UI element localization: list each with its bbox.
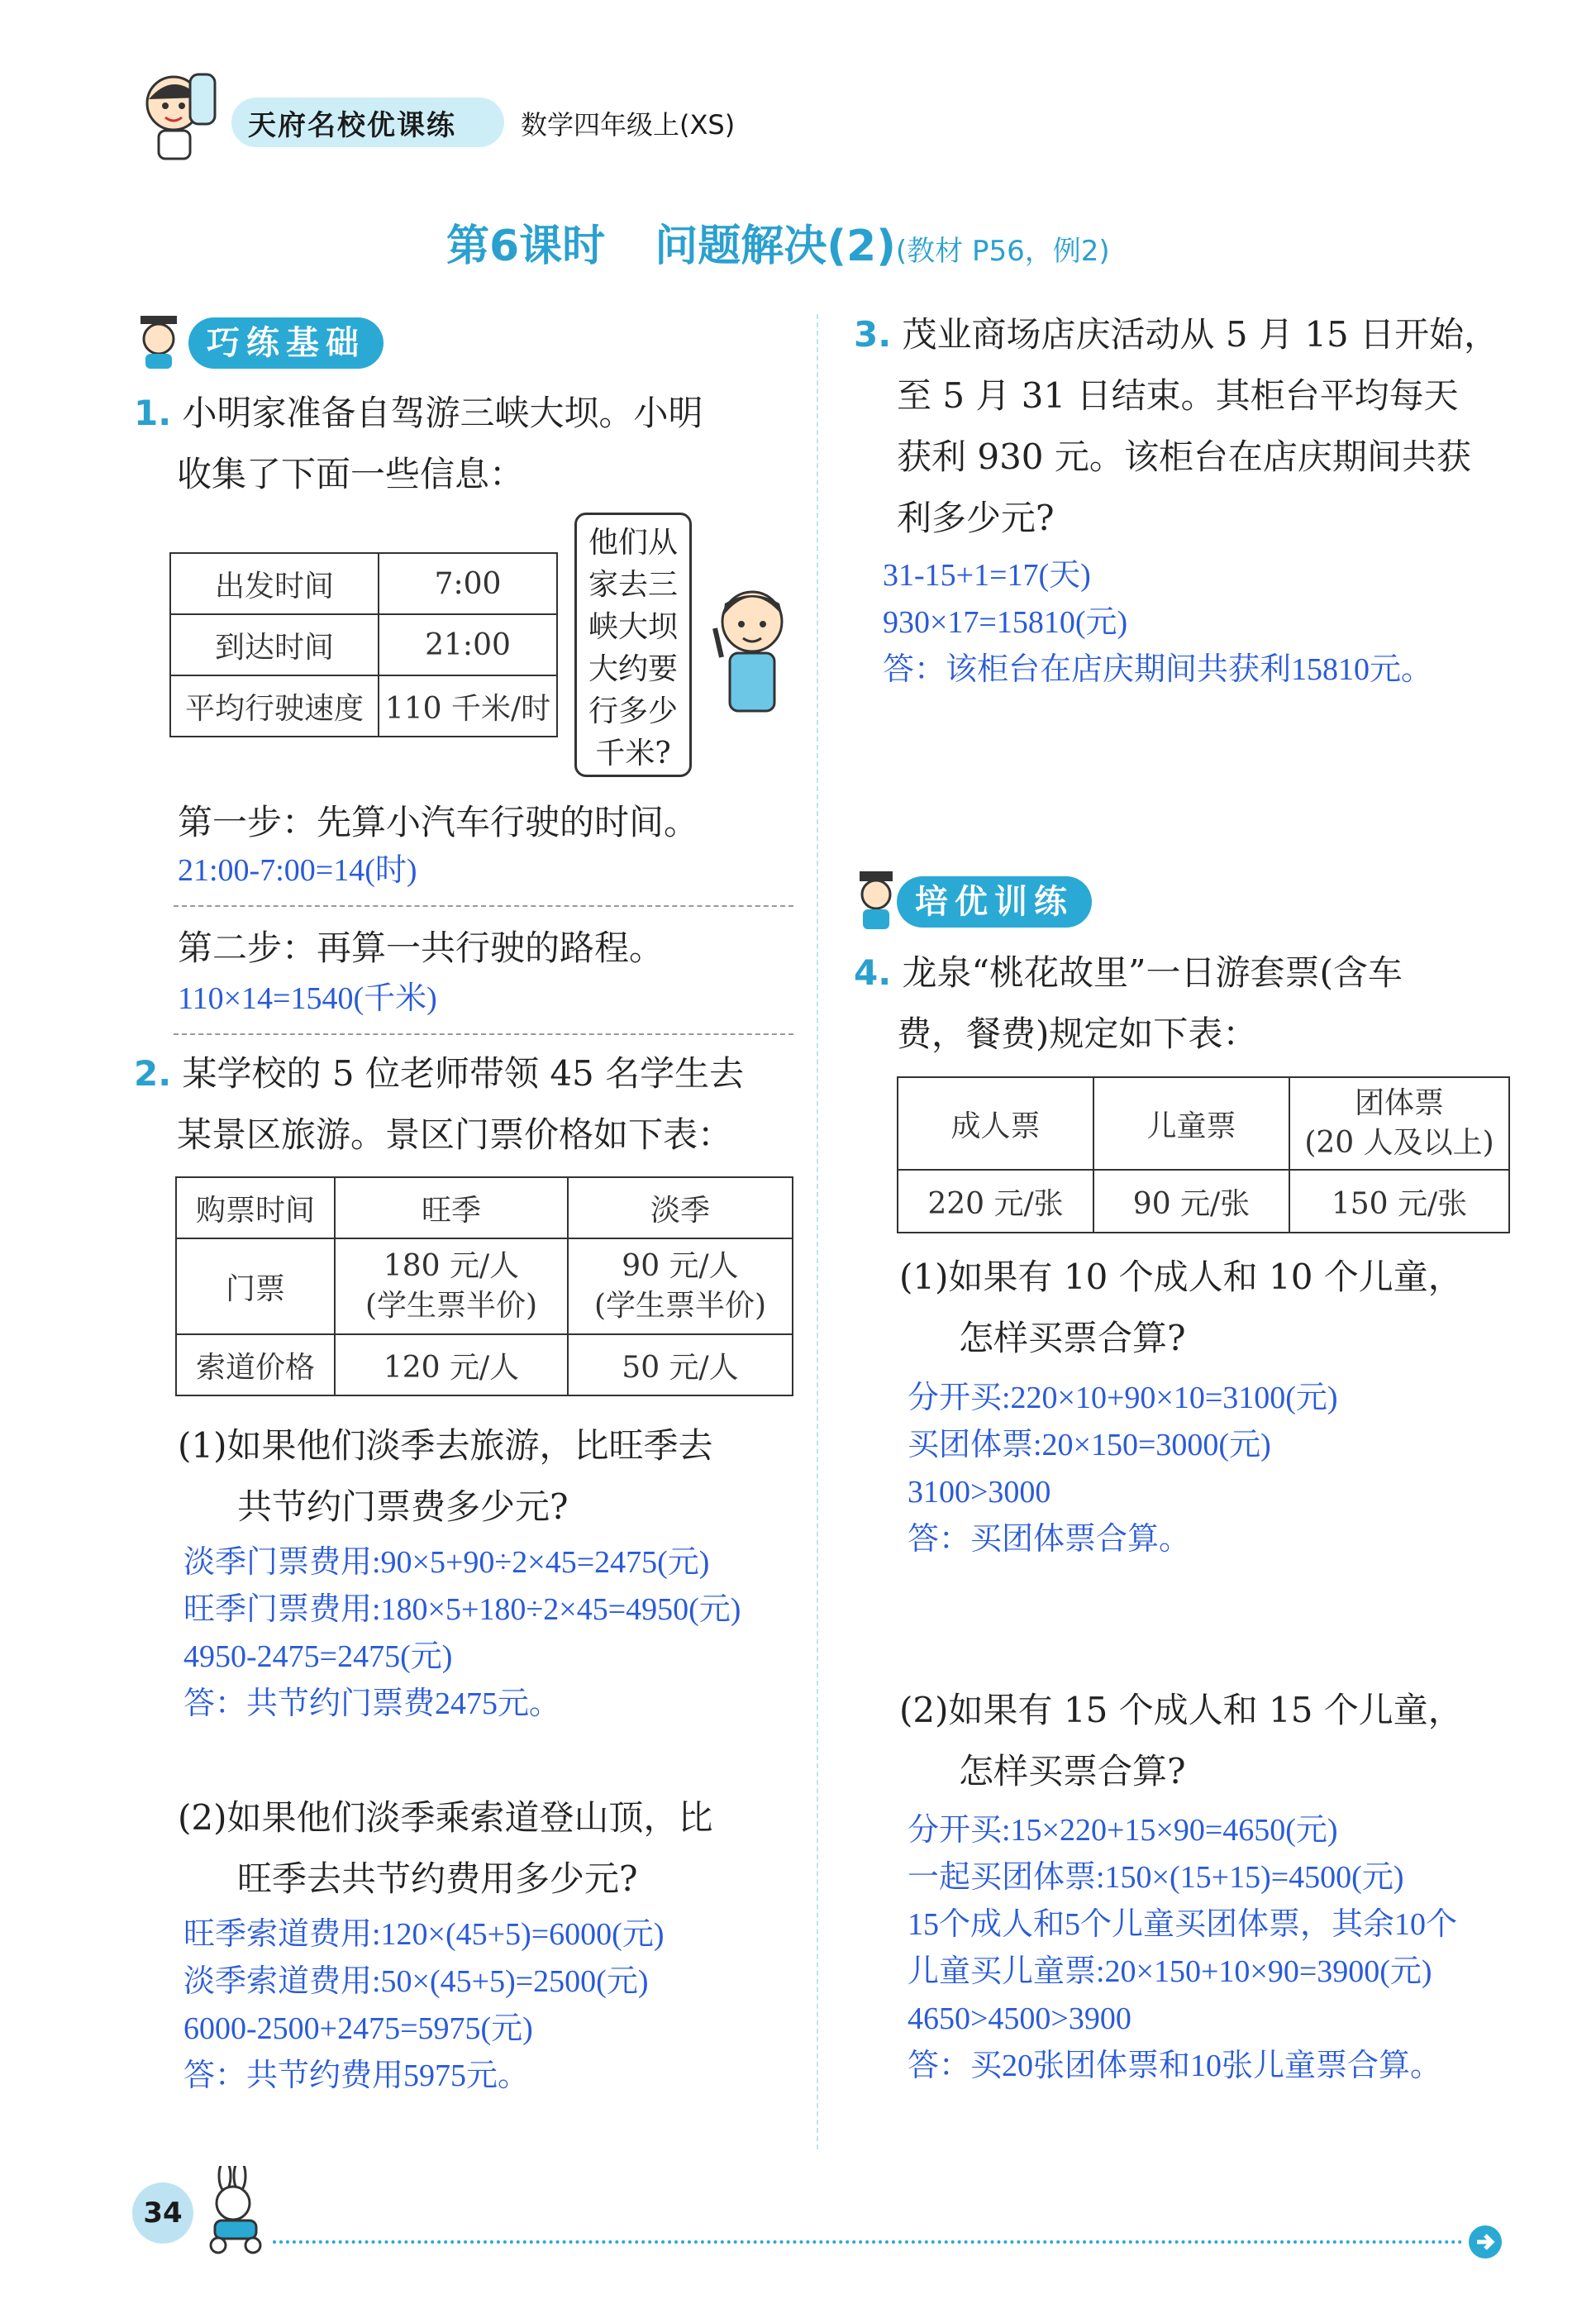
table-cell: 成人票 [898, 1077, 1093, 1170]
table-cell: 出发时间 [170, 553, 379, 614]
answer-line-text: 4950-2475=2475(元) [183, 1639, 453, 1674]
q2-p2-line1: (2)如果他们淡季乘索道登山顶，比 [178, 1797, 713, 1838]
table-cell: 到达时间 [170, 614, 379, 675]
lesson-topic: 问题解决(2) [655, 222, 896, 271]
answer-line [174, 1033, 793, 1035]
answer-line-text: 旺季索道费用:120×(45+5)=6000(元) [183, 1917, 665, 1952]
table-cell: 购票时间 [176, 1177, 335, 1238]
student-icon [132, 312, 185, 374]
bubble-line: 家去三 [588, 568, 678, 602]
q1-number: 1. [134, 393, 172, 433]
teacher-icon [851, 870, 901, 936]
answer-line-text: 930×17=15810(元) [883, 605, 1128, 640]
answer-line-text: 15个成人和5个儿童买团体票，其余10个 [908, 1907, 1458, 1942]
answer-line-text: 答：共节约费用5975元。 [183, 2058, 530, 2093]
price-note: (学生票半价) [364, 1289, 538, 1323]
q4-p2-line1: (2)如果有 15 个成人和 15 个儿童， [899, 1690, 1463, 1730]
q4-p2-answer [908, 1807, 1457, 2090]
answer-line-text: 3100>3000 [908, 1475, 1051, 1510]
answer-line-text: 旺季门票费用:180×5+180÷2×45=4950(元) [183, 1592, 741, 1627]
q4-p1-line1: (1)如果有 10 个成人和 10 个儿童， [899, 1257, 1463, 1297]
q4-part2 [899, 1680, 1552, 1802]
q4-number: 4. [854, 952, 892, 993]
q2-text [134, 1043, 803, 1166]
price-text: 180 元/人 [383, 1249, 520, 1283]
lesson-title [446, 211, 1110, 273]
answer-line-text: 买团体票:20×150=3000(元) [908, 1428, 1271, 1462]
table-cell [568, 1238, 793, 1334]
answer-line [174, 905, 793, 907]
answer-line-text: 淡季索道费用:50×(45+5)=2500(元) [183, 1964, 649, 1999]
answer-line-text: 一起买团体票:150×(15+15)=4500(元) [908, 1860, 1404, 1895]
table-cell: 索道价格 [176, 1334, 335, 1395]
table-cell [335, 1238, 568, 1334]
footer-dotted-line [273, 2240, 1463, 2244]
q4-ticket-table [897, 1076, 1510, 1233]
answer-line-text: 分开买:220×10+90×10=3100(元) [908, 1381, 1338, 1415]
q4-p2-line2: 怎样买票合算? [959, 1751, 1186, 1791]
q2-line2: 某景区旅游。景区门票价格如下表： [177, 1114, 733, 1155]
q3-line4: 利多少元? [897, 498, 1055, 538]
answer-line-text: 答：买20张团体票和10张儿童票合算。 [908, 2049, 1442, 2083]
answer-line-text: 答：共节约门票费2475元。 [183, 1686, 561, 1721]
answer-line-text: 淡季门票费用:90×5+90÷2×45=2475(元) [183, 1545, 710, 1580]
boy-icon [707, 579, 798, 723]
q2-p1-line2: 共节约门票费多少元? [237, 1486, 569, 1527]
q1-line1: 小明家准备自驾游三峡大坝。小明 [182, 393, 703, 433]
q2-p1-line1: (1)如果他们淡季去旅游，比旺季去 [178, 1425, 713, 1466]
answer-line-text: 答：买团体票合算。 [908, 1522, 1191, 1557]
q1-step1: 第一步：先算小汽车行驶的时间。 [178, 802, 699, 842]
arrow-right-icon [1467, 2224, 1503, 2263]
q4-line2: 费，餐费)规定如下表： [897, 1014, 1258, 1054]
header-brand: 天府名校优课练 [248, 109, 456, 142]
q4-line1: 龙泉“桃花故里”一日游套票(含车 [902, 952, 1403, 993]
table-cell: 平均行驶速度 [170, 675, 379, 737]
bubble-line: 峡大坝 [588, 610, 678, 644]
table-cell [1289, 1077, 1509, 1170]
table-cell: 淡季 [568, 1177, 793, 1238]
table-cell: 120 元/人 [335, 1334, 568, 1395]
lesson-number: 第6课时 [446, 222, 606, 271]
answer-line-text: 答：该柜台在店庆期间共获利15810元。 [883, 652, 1433, 687]
q2-p1-answer [183, 1539, 741, 1728]
q2-p2-answer [183, 1911, 664, 2100]
header-text: 团体票 [1354, 1086, 1444, 1120]
speech-bubble [574, 513, 692, 777]
bubble-line: 行多少 [588, 694, 678, 728]
q4-p1-line2: 怎样买票合算? [959, 1318, 1186, 1358]
q1-step2: 第二步：再算一共行驶的路程。 [178, 928, 665, 968]
table-cell: 50 元/人 [568, 1334, 793, 1395]
q2-price-table [175, 1176, 793, 1396]
table-cell: 110 千米/时 [379, 675, 557, 737]
section-badge-advanced: 培优训练 [897, 876, 1092, 928]
q1-answer1: 21:00-7:00=14(时) [178, 853, 417, 888]
table-cell: 门票 [176, 1238, 335, 1334]
q2-part2 [178, 1787, 814, 1910]
answer-line-text: 4650>4500>3900 [908, 2001, 1131, 2036]
header-subject: 数学四年级上(XS) [521, 109, 736, 141]
q4-text [854, 942, 1540, 1065]
q1-answer2: 110×14=1540(千米) [178, 981, 437, 1016]
q1-line2: 收集了下面一些信息： [177, 454, 525, 494]
price-text: 90 元/人 [622, 1249, 739, 1283]
q2-p2-line2: 旺季去共节约费用多少元? [237, 1858, 638, 1899]
mascot-icon [132, 66, 223, 169]
q3-line2: 至 5 月 31 日结束。其柜台平均每天 [897, 375, 1459, 416]
q3-number: 3. [854, 314, 892, 355]
q1-text [134, 383, 803, 505]
bubble-line: 他们从 [588, 526, 678, 560]
page-number: 34 [132, 2182, 193, 2244]
bubble-line: 大约要 [588, 652, 678, 686]
table-cell: 旺季 [335, 1177, 568, 1238]
q2-part1 [178, 1415, 814, 1538]
section-badge-basic: 巧练基础 [188, 317, 384, 369]
q3-line3: 获利 930 元。该柜台在店庆期间共获 [897, 436, 1471, 477]
q4-part1 [899, 1247, 1552, 1369]
q3-text [854, 304, 1540, 549]
bunny-scooter-icon [198, 2166, 273, 2260]
answer-line-text: 儿童买儿童票:20×150+10×90=3900(元) [908, 1954, 1432, 1989]
q2-number: 2. [134, 1053, 172, 1094]
q1-info-table [169, 552, 558, 737]
table-cell: 90 元/张 [1093, 1170, 1289, 1233]
table-cell: 儿童票 [1093, 1077, 1289, 1170]
table-cell: 150 元/张 [1289, 1170, 1509, 1233]
q2-line1: 某学校的 5 位老师带领 45 名学生去 [182, 1053, 745, 1094]
table-cell: 220 元/张 [898, 1170, 1093, 1233]
q4-p1-answer [908, 1375, 1338, 1563]
q3-answer [883, 552, 1432, 694]
column-divider [817, 314, 818, 2149]
answer-line-text: 6000-2500+2475=5975(元) [183, 2011, 533, 2046]
header-note: (20 人及以上) [1304, 1126, 1494, 1160]
answer-line-text: 31-15+1=17(天) [883, 558, 1091, 593]
q3-line1: 茂业商场店庆活动从 5 月 15 日开始， [902, 314, 1499, 355]
table-cell: 7:00 [379, 553, 557, 614]
lesson-ref: (教材 P56，例2) [895, 235, 1110, 268]
table-cell: 21:00 [379, 614, 557, 675]
bubble-line: 千米? [595, 737, 671, 770]
answer-line-text: 分开买:15×220+15×90=4650(元) [908, 1813, 1338, 1848]
price-note: (学生票半价) [593, 1289, 767, 1323]
